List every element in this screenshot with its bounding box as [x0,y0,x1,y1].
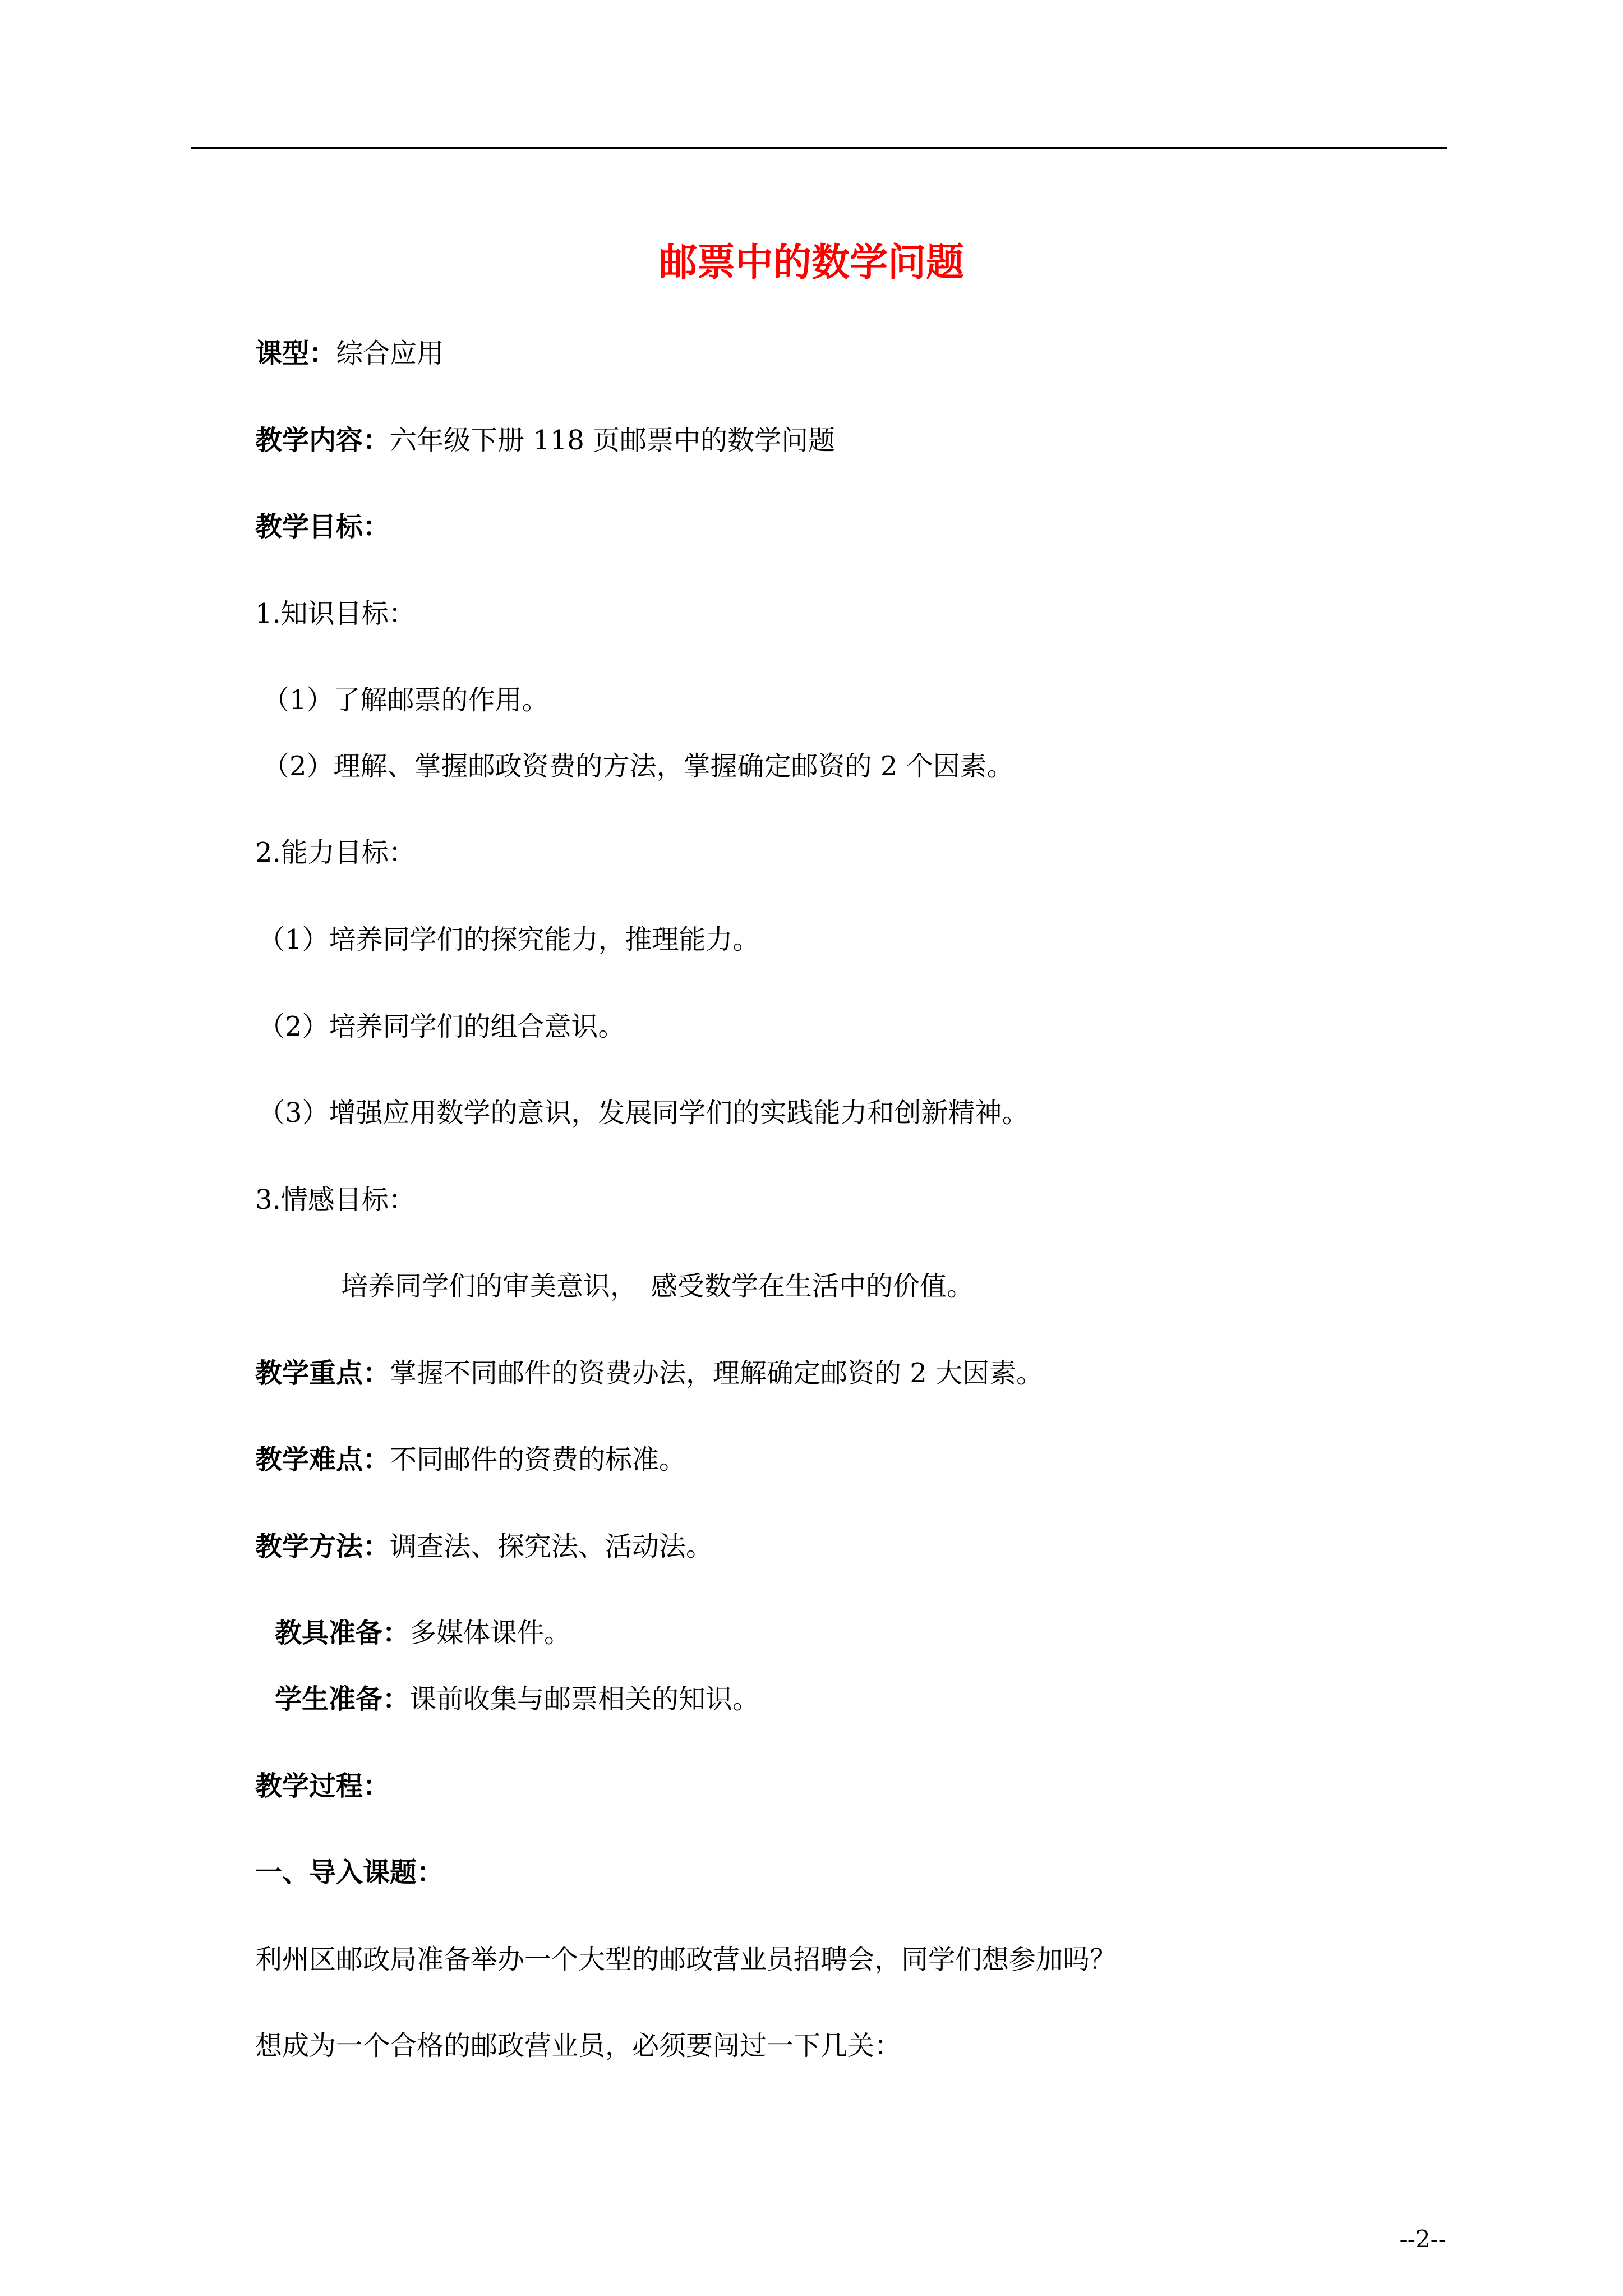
knowledge-goal-title: 1.知识目标： [255,598,416,629]
method-label: 教学方法： [255,1531,390,1562]
body-paragraph: 想成为一个合格的邮政营业员，必须要闯过一下几关： [255,2030,902,2062]
lesson-content-value: 六年级下册 118 页邮票中的数学问题 [390,425,836,456]
body-paragraph: 利州区邮政局准备举办一个大型的邮政营业员招聘会，同学们想参加吗？ [255,1944,1117,1975]
lesson-type-label: 课型： [255,338,336,369]
lesson-type-row [255,337,444,370]
student-prep-value: 课前收集与邮票相关的知识。 [409,1683,760,1715]
tools-row [275,1616,571,1650]
student-prep-label: 学生准备： [275,1683,410,1715]
ability-goal-item: （3）增强应用数学的意识，发展同学们的实践能力和创新精神。 [258,1097,1029,1129]
difficulty-value: 不同邮件的资费的标准。 [390,1444,686,1475]
difficulty-label: 教学难点： [255,1444,390,1475]
document-title: 邮票中的数学问题 [658,240,964,285]
method-value: 调查法、探究法、活动法。 [390,1531,713,1562]
ability-goal-title: 2.能力目标： [255,837,416,868]
key-point-row [255,1356,1043,1390]
difficulty-row [255,1443,686,1476]
knowledge-goal-item: （1）了解邮票的作用。 [262,684,549,716]
emotion-goal-title: 3.情感目标： [255,1184,416,1216]
knowledge-goal-item: （2）理解、掌握邮政资费的方法，掌握确定邮资的 2 个因素。 [262,751,1014,782]
key-point-label: 教学重点： [255,1358,390,1389]
tools-value: 多媒体课件。 [409,1617,571,1649]
key-point-value: 掌握不同邮件的资费办法，理解确定邮资的 2 大因素。 [390,1358,1044,1389]
header-rule [191,147,1447,149]
goals-heading: 教学目标： [255,511,390,542]
page-number: --2-- [1399,2225,1446,2253]
emotion-goal-text: 培养同学们的审美意识， 感受数学在生活中的价值。 [341,1271,974,1302]
lesson-type-value: 综合应用 [336,338,444,369]
section-heading: 一、导入课题： [255,1857,444,1888]
student-prep-row [275,1682,759,1716]
method-row [255,1530,713,1563]
lesson-content-row [255,424,835,457]
lesson-content-label: 教学内容： [255,425,390,456]
ability-goal-item: （2）培养同学们的组合意识。 [258,1011,625,1042]
process-heading: 教学过程： [255,1770,390,1802]
ability-goal-item: （1）培养同学们的探究能力，推理能力。 [258,924,760,955]
tools-label: 教具准备： [275,1617,410,1649]
